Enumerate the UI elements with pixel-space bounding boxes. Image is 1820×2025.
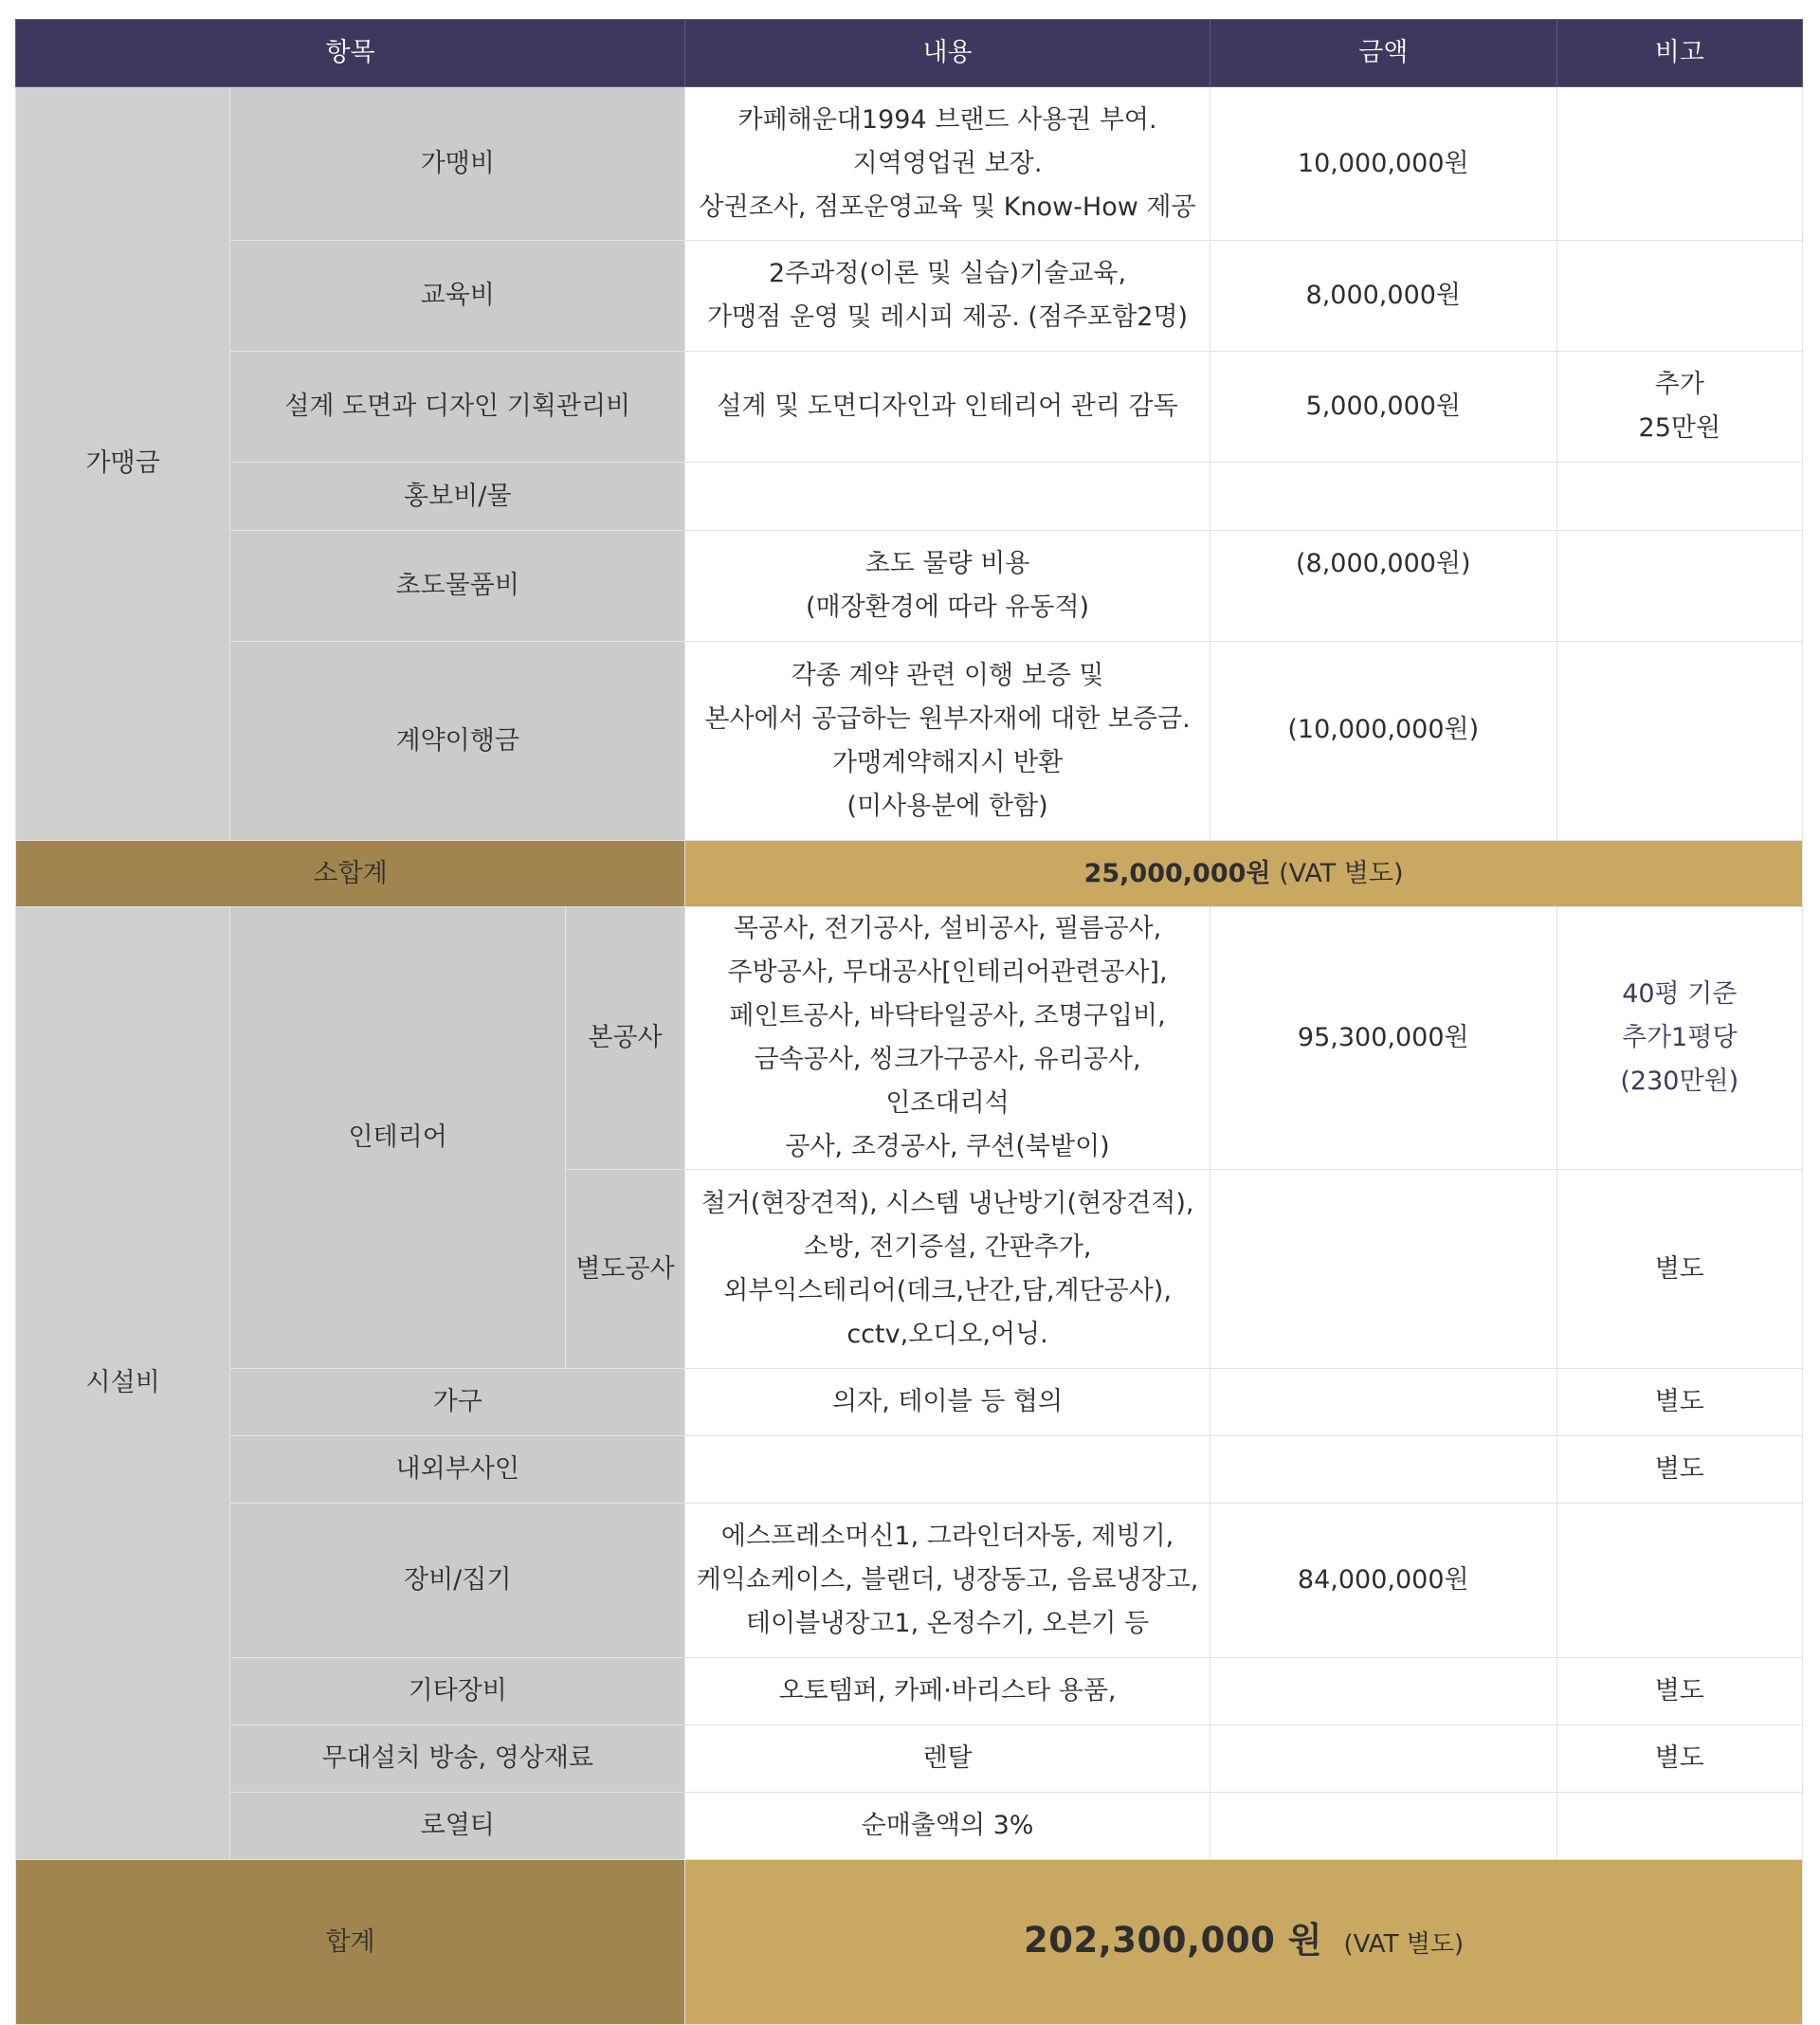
row-label: 별도공사: [565, 1170, 684, 1369]
row-content: [685, 352, 1210, 463]
row-amount: [1210, 1369, 1556, 1436]
row-note: [1556, 463, 1802, 531]
content-line: 케익쇼케이스, 블랜더, 냉장동고, 음료냉장고,: [696, 1565, 1199, 1595]
row-label: 가구: [230, 1369, 685, 1436]
content-line: 소방, 전기증설, 간판추가,: [803, 1231, 1092, 1262]
table-row: [16, 87, 1803, 241]
content-line: (매장환경에 따라 유동적): [806, 593, 1090, 622]
content-line: 페인트공사, 바닥타일공사, 조명구입비,: [729, 1001, 1166, 1031]
content-line: 외부익스테리어(데크,난간,담,계단공사),: [723, 1275, 1172, 1305]
header-item: 항목: [16, 20, 685, 87]
row-label: 초도물품비: [230, 531, 685, 642]
content-line: 에스프레소머신1, 그라인더자동, 제빙기,: [720, 1522, 1174, 1551]
row-content: 렌탈: [685, 1725, 1210, 1793]
row-amount: [1210, 1725, 1556, 1793]
row-content: [685, 531, 1210, 642]
row-label: 홍보비/물: [230, 463, 685, 531]
row-amount: [1210, 463, 1556, 531]
row-label: 장비/집기: [230, 1504, 685, 1658]
row-label: 계약이행금: [230, 642, 685, 841]
row-label: 설계 도면과 디자인 기획관리비: [230, 352, 685, 463]
table-row: [16, 463, 1803, 531]
row-note: [1556, 87, 1802, 241]
table-row: [16, 1436, 1803, 1504]
note-line: 25만원: [1638, 413, 1721, 443]
subtotal-label: 소합계: [16, 841, 685, 907]
row-amount: 10,000,000원: [1210, 87, 1556, 241]
row-note: [1556, 1504, 1802, 1658]
row-amount: 5,000,000원: [1210, 352, 1556, 463]
subtotal-value: [685, 841, 1803, 907]
content-line: 초도 물량 비용: [864, 549, 1030, 578]
row-amount: [1210, 1793, 1556, 1860]
row-note: [1556, 241, 1802, 352]
note-line: (230만원): [1620, 1067, 1739, 1096]
row-content: [685, 241, 1210, 352]
table-row: [16, 1658, 1803, 1725]
subtotal-amount: 25,000,000원: [1083, 858, 1271, 888]
row-content: 의자, 테이블 등 협의: [685, 1369, 1210, 1436]
row-label: 로열티: [230, 1793, 685, 1860]
row-note: 별도: [1556, 1658, 1802, 1725]
row-note: [1556, 531, 1802, 642]
table-row: [16, 1793, 1803, 1860]
content-line: 테이블냉장고1, 온정수기, 오븐기 등: [745, 1609, 1150, 1638]
row-label: 기타장비: [230, 1658, 685, 1725]
row-note: 별도: [1556, 1436, 1802, 1504]
total-amount: 202,300,000 원: [1024, 1919, 1322, 1961]
row-label: 가맹비: [230, 87, 685, 241]
content-line: 주방공사, 무대공사[인테리어관련공사],: [727, 958, 1168, 987]
table-row: [16, 531, 1803, 642]
note-line: 40평 기준: [1622, 979, 1738, 1009]
row-note: 별도: [1556, 1369, 1802, 1436]
note-line: 추가: [1654, 370, 1704, 399]
row-content: 순매출액의 3%: [685, 1793, 1210, 1860]
row-content: [685, 463, 1210, 531]
table-row: [16, 241, 1803, 352]
row-amount: 95,300,000원: [1210, 907, 1556, 1170]
content-line: 본사에서 공급하는 원부자재에 대한 보증금.: [704, 703, 1191, 734]
content-line: 지역영업권 보장.: [852, 148, 1043, 178]
row-content: [685, 1436, 1210, 1504]
table-row: [16, 907, 1803, 1170]
row-content: 오토템퍼, 카페·바리스타 용품,: [685, 1658, 1210, 1725]
row-content: [685, 1170, 1210, 1369]
row-label: 교육비: [230, 241, 685, 352]
franchise-cost-table: [15, 19, 1803, 2025]
content-line: 금속공사, 씽크가구공사, 유리공사, 인조대리석: [754, 1045, 1141, 1118]
note-line: 추가1평당: [1622, 1023, 1738, 1052]
row-label: 본공사: [565, 907, 684, 1170]
row-amount: [1210, 1436, 1556, 1504]
row-note: [1556, 1793, 1802, 1860]
table-row: [16, 352, 1803, 463]
content-line: (미사용분에 한함): [846, 791, 1048, 821]
table-row: [16, 1725, 1803, 1793]
total-row: [16, 1860, 1803, 2025]
row-amount: (10,000,000원): [1210, 642, 1556, 841]
header-content: 내용: [685, 20, 1210, 87]
table-row: [16, 1369, 1803, 1436]
header-amount: 금액: [1210, 20, 1556, 87]
row-content: [685, 907, 1210, 1170]
content-line: 설계 및 도면디자인과 인테리어 관리 감독: [717, 392, 1178, 421]
total-vat: (VAT 별도): [1343, 1929, 1465, 1959]
content-line: 철거(현장견적), 시스템 냉난방기(현장견적),: [701, 1188, 1194, 1218]
row-content: [685, 642, 1210, 841]
row-content: [685, 1504, 1210, 1658]
content-line: 가맹계약해지시 반환: [831, 747, 1064, 777]
group-label-franchise: 가맹금: [16, 87, 230, 841]
total-value: [685, 1860, 1803, 2025]
content-line: 가맹점 운영 및 레시피 제공. (점주포함2명): [707, 302, 1189, 332]
row-amount: (8,000,000원): [1210, 531, 1556, 642]
content-line: 2주과정(이론 및 실습)기술교육,: [769, 259, 1127, 288]
header-note: 비고: [1556, 20, 1802, 87]
row-label: 무대설치 방송, 영상재료: [230, 1725, 685, 1793]
content-line: 목공사, 전기공사, 설비공사, 필름공사,: [733, 914, 1162, 943]
table-row: [16, 1504, 1803, 1658]
row-label: 내외부사인: [230, 1436, 685, 1504]
group-label-facility: 시설비: [16, 907, 230, 1860]
row-content: [685, 87, 1210, 241]
content-line: 공사, 조경공사, 쿠션(북밭이): [785, 1132, 1110, 1161]
content-line: 상권조사, 점포운영교육 및 Know-How 제공: [699, 192, 1196, 222]
row-note: 별도: [1556, 1170, 1802, 1369]
row-note: [1556, 907, 1802, 1170]
row-amount: [1210, 1658, 1556, 1725]
row-note: 별도: [1556, 1725, 1802, 1793]
content-line: cctv,오디오,어닝.: [846, 1319, 1048, 1349]
content-line: 각종 계약 관련 이행 보증 및: [791, 660, 1104, 690]
table-row: [16, 642, 1803, 841]
total-label: 합계: [16, 1860, 685, 2025]
row-note: [1556, 352, 1802, 463]
row-note: [1556, 642, 1802, 841]
subtotal-row: [16, 841, 1803, 907]
content-line: 카페해운대1994 브랜드 사용권 부여.: [737, 104, 1157, 135]
row-amount: 84,000,000원: [1210, 1504, 1556, 1658]
row-amount: 8,000,000원: [1210, 241, 1556, 352]
subtotal-vat: (VAT 별도): [1279, 858, 1404, 888]
interior-label: 인테리어: [230, 907, 566, 1369]
table-header-row: [16, 20, 1803, 87]
row-amount: [1210, 1170, 1556, 1369]
